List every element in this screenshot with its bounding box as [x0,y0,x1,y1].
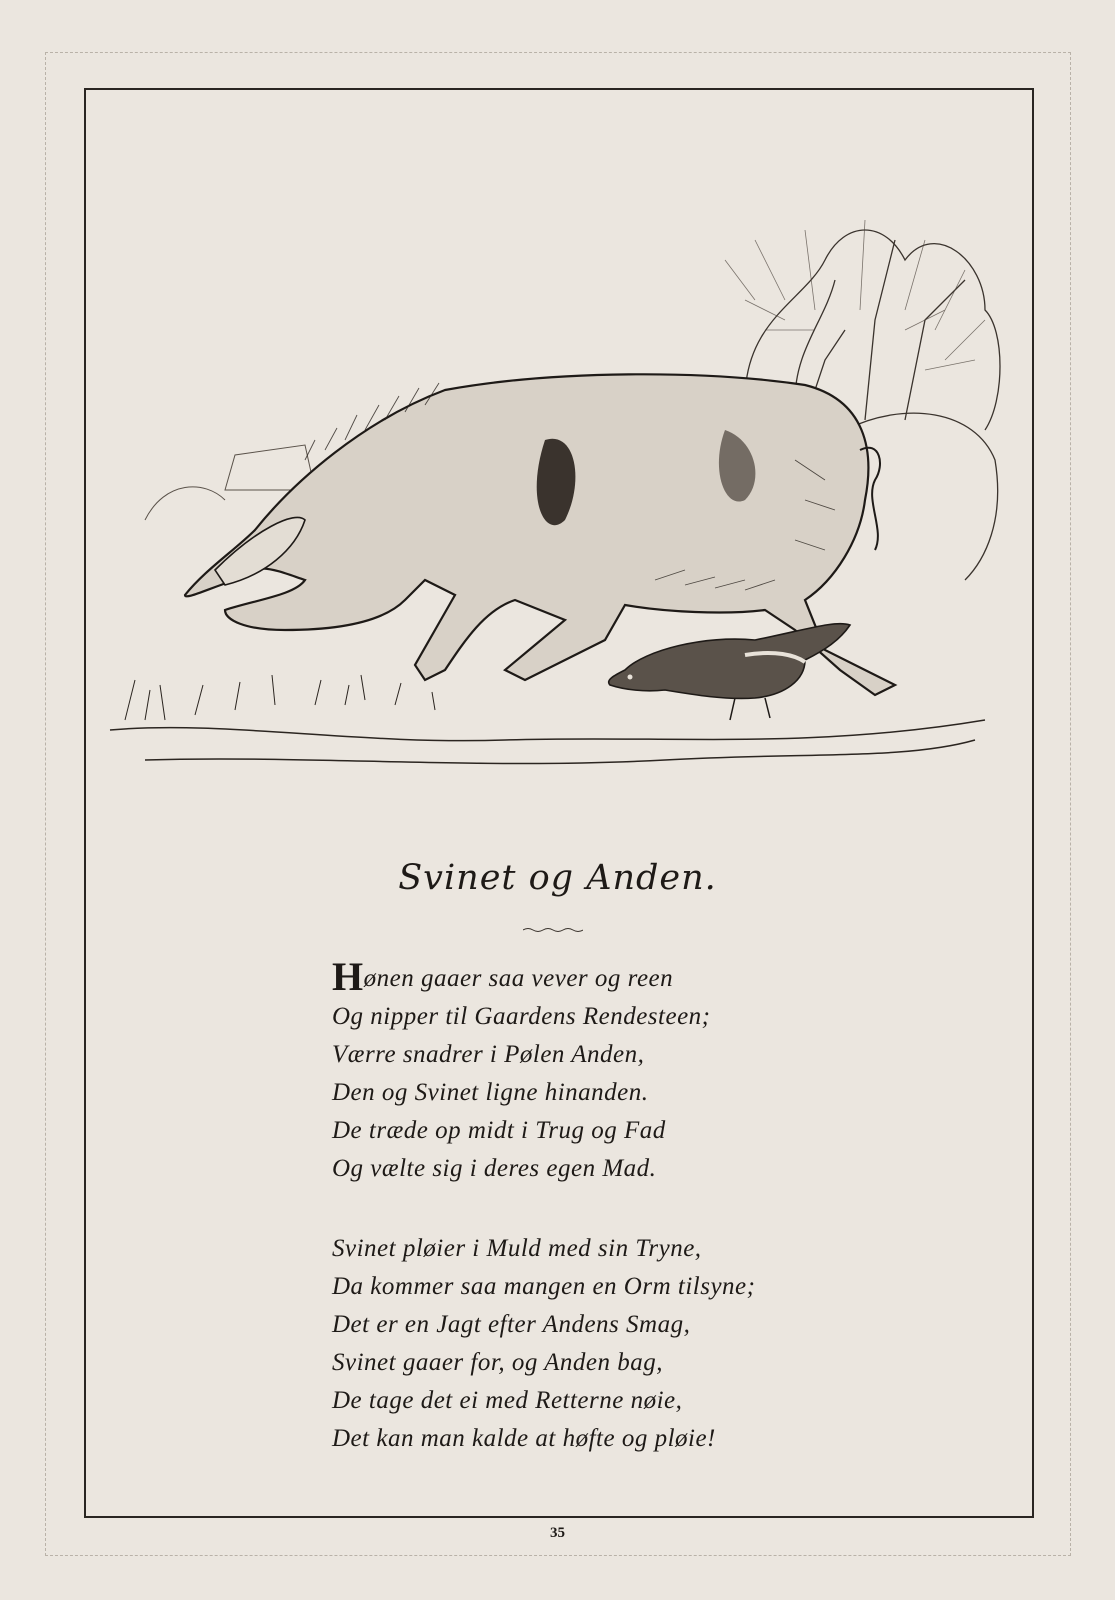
poem-line: De tage det ei med Retterne nøie, [332,1387,683,1414]
stanza-gap [332,1188,852,1230]
poem-line: Det er en Jagt efter Andens Smag, [332,1311,691,1338]
poem-line-text: ønen gaaer saa vever og reen [363,965,674,992]
page-number: 35 [550,1525,565,1541]
stanza-1 [332,954,852,1188]
pig-and-duck-illustration [105,200,1015,780]
poem-line: De træde op midt i Trug og Fad [332,1117,666,1144]
poem-line [332,954,852,999]
poem-line: Da kommer saa mangen en Orm tilsyne; [332,1273,756,1300]
title-divider-ornament [523,926,583,934]
poem-body [332,954,852,1458]
poem-line: Og nipper til Gaardens Rendesteen; [332,1003,711,1030]
poem-title: Svinet og Anden. [398,858,717,898]
poem-line: Svinet pløier i Muld med sin Tryne, [332,1235,702,1262]
stanza-2 [332,1230,852,1458]
poem-line: Værre snadrer i Pølen Anden, [332,1041,645,1068]
poem-line: Det kan man kalde at høfte og pløie! [332,1425,716,1452]
poem-line: Og vælte sig i deres egen Mad. [332,1155,657,1182]
poem-line: Svinet gaaer for, og Anden bag, [332,1349,663,1376]
drop-cap: H [332,954,364,999]
poem-line: Den og Svinet ligne hinanden. [332,1079,649,1106]
